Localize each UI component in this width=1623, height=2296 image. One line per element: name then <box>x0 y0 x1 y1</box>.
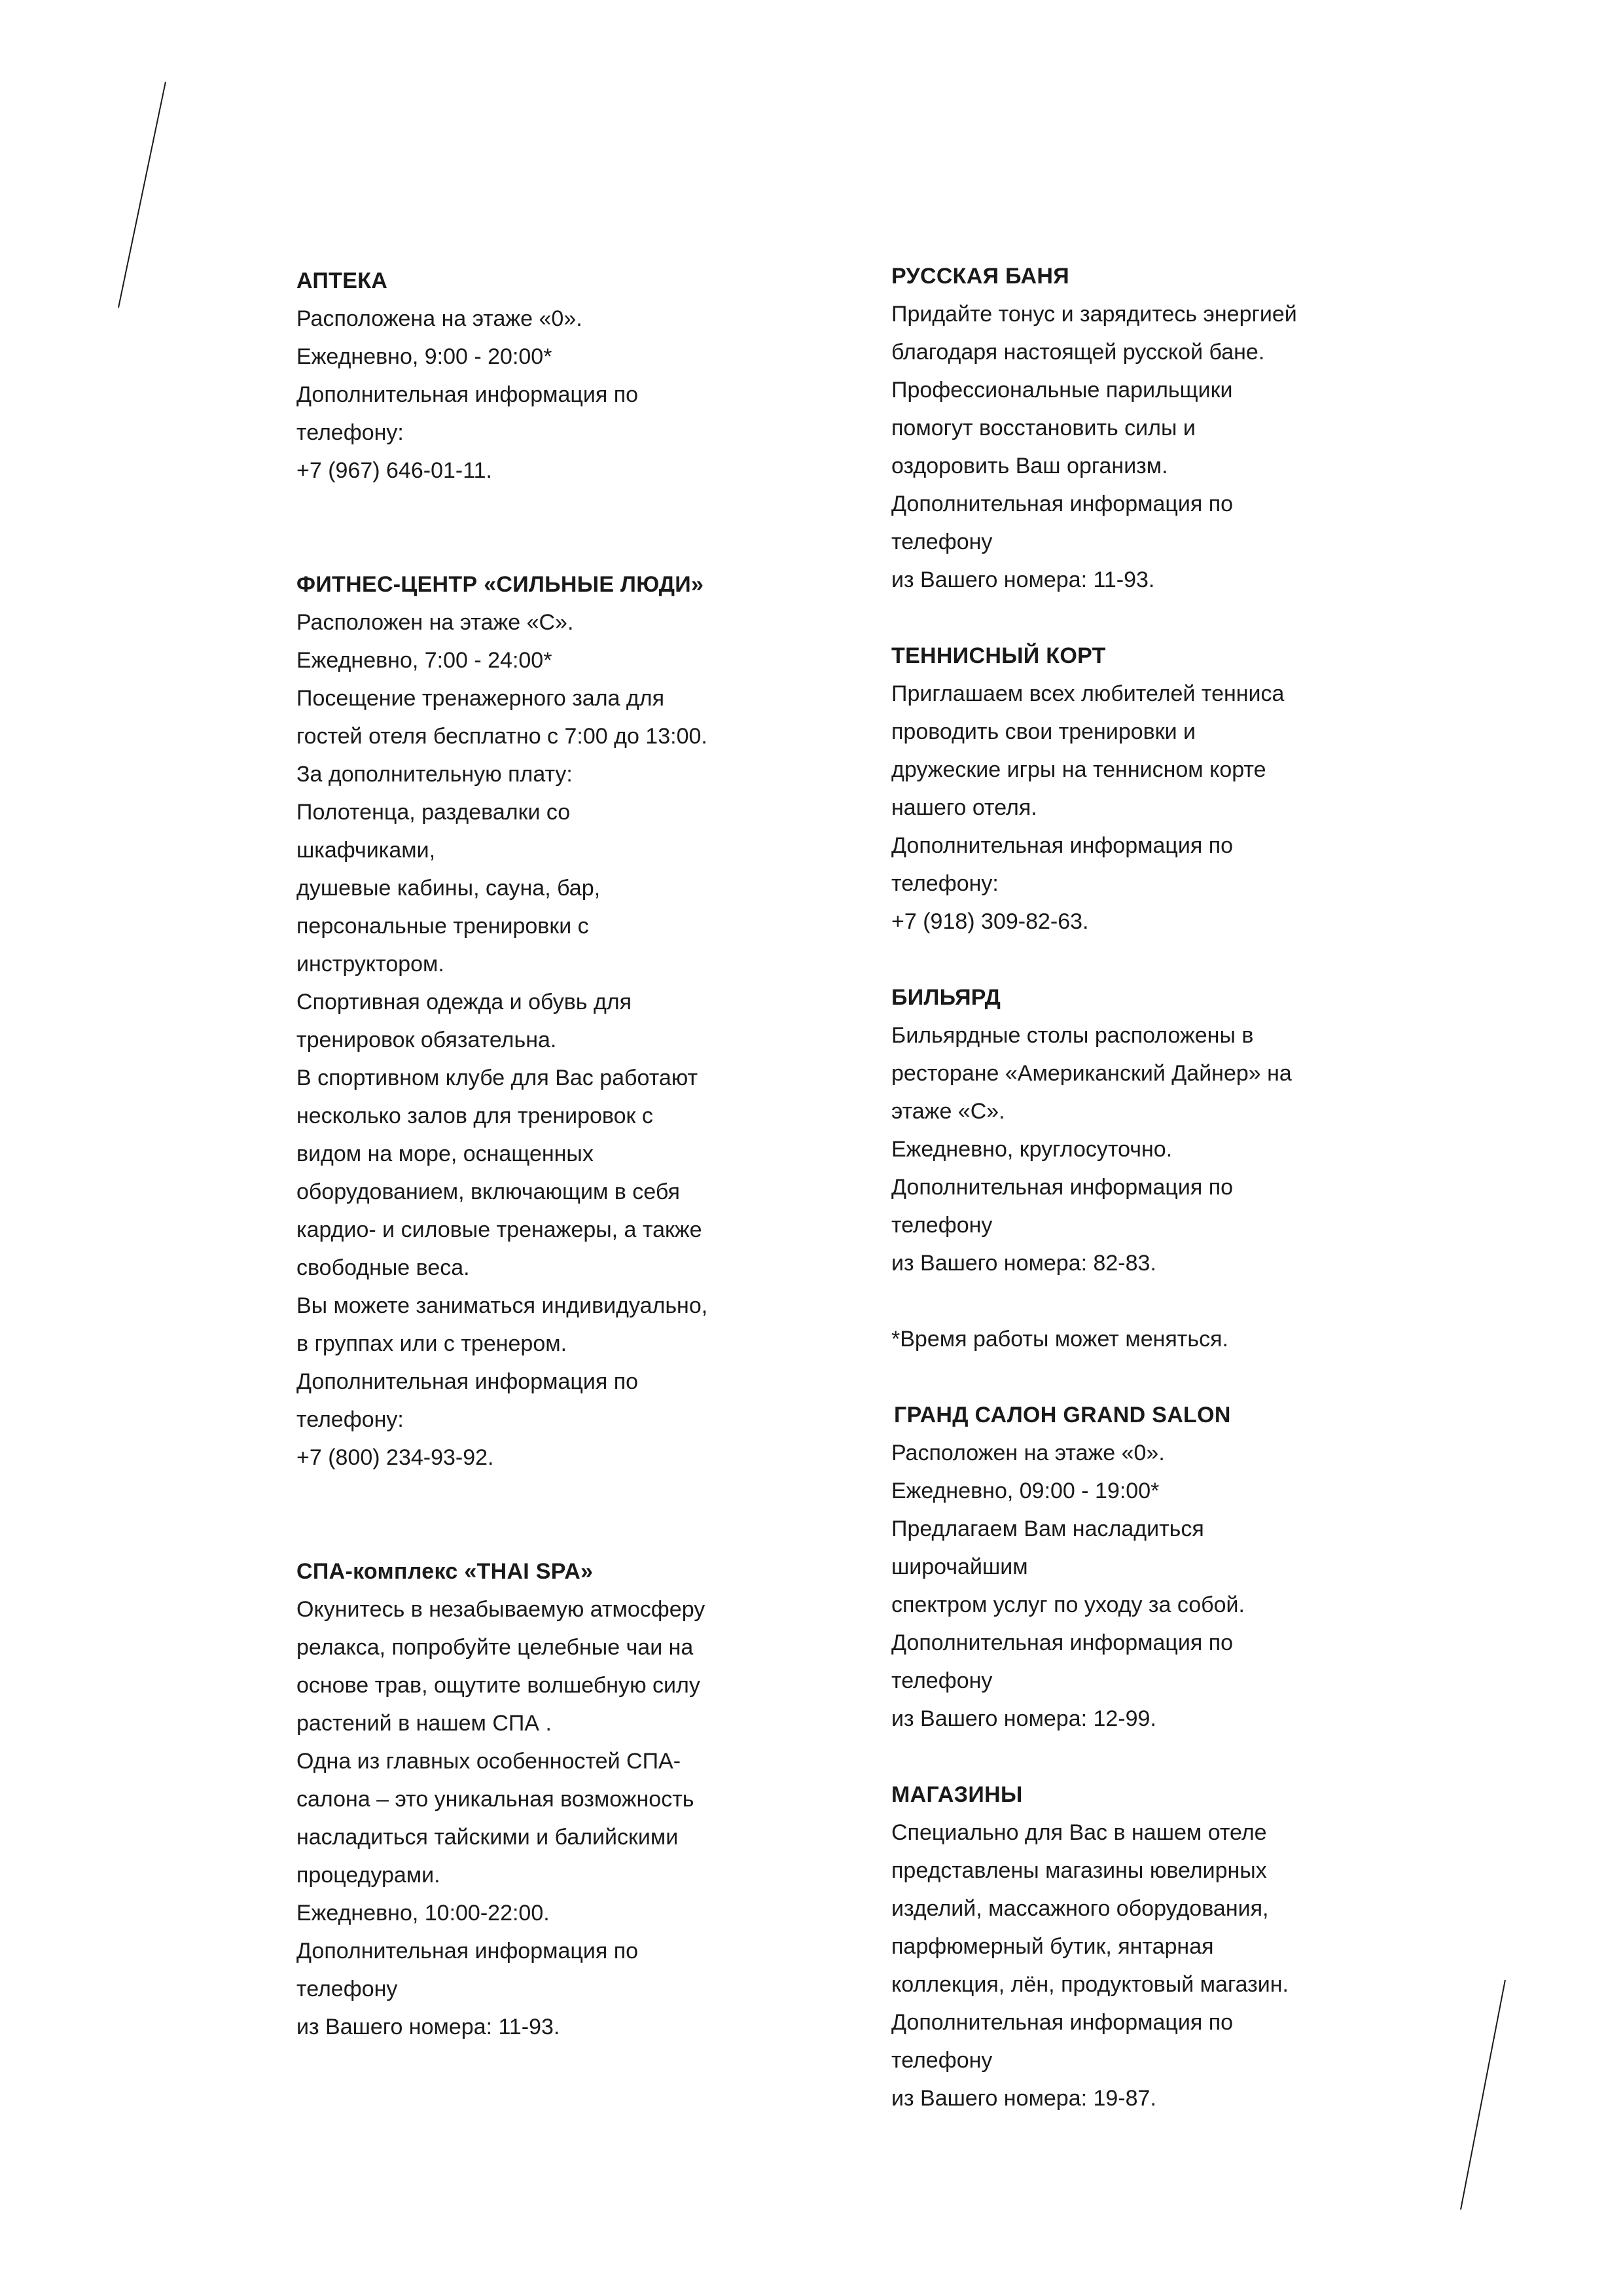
text-line: процедурами. <box>296 1863 440 1888</box>
text-line: видом на море, оснащенных <box>296 1141 594 1166</box>
text-line: Спортивная одежда и обувь для <box>296 990 632 1014</box>
text-line: Дополнительная информация по <box>891 1630 1234 1655</box>
text-line: Ежедневно, 09:00 - 19:00* <box>891 1479 1160 1503</box>
text-line: Расположен на этаже «0». <box>891 1441 1165 1465</box>
right-column-section-5 <box>891 1396 1389 1738</box>
right-column-section-2 <box>891 637 1389 941</box>
text-line: Дополнительная информация по <box>891 1175 1234 1200</box>
text-line: Придайте тонус и зарядитесь энергией <box>891 302 1297 327</box>
right-column-section-4 <box>891 1320 1389 1358</box>
section-title: РУССКАЯ БАНЯ <box>891 264 1069 289</box>
text-line: *Время работы может меняться. <box>891 1327 1228 1352</box>
section-body <box>891 1814 1389 2117</box>
decorative-line-top-left <box>118 82 166 308</box>
text-line: Дополнительная информация по <box>296 382 639 407</box>
text-line: телефону <box>296 1977 398 2001</box>
text-line: телефону <box>891 1668 993 1693</box>
text-line: из Вашего номера: 11-93. <box>891 567 1155 592</box>
text-line: Ежедневно, 10:00-22:00. <box>296 1901 550 1926</box>
left-column-section-2 <box>296 565 794 1477</box>
text-line: из Вашего номера: 11-93. <box>296 2015 560 2039</box>
section-body <box>891 1320 1389 1358</box>
section-body <box>296 603 794 1477</box>
text-line: телефону: <box>891 871 999 896</box>
text-line: салона – это уникальная возможность <box>296 1787 694 1812</box>
text-line: растений в нашем СПА . <box>296 1711 552 1736</box>
section-title: ТЕННИСНЫЙ КОРТ <box>891 643 1106 668</box>
text-line: Окунитесь в незабываемую атмосферу <box>296 1597 705 1622</box>
text-line: шкафчиками, <box>296 838 436 863</box>
section-body <box>296 300 794 490</box>
text-line: насладиться тайскими и балийскими <box>296 1825 679 1850</box>
text-line: парфюмерный бутик, янтарная <box>891 1934 1214 1959</box>
text-line: релакса, попробуйте целебные чаи на <box>296 1635 694 1660</box>
section-title: ГРАНД САЛОН GRAND SALON <box>894 1403 1231 1427</box>
decorative-line-bottom-right <box>1461 1980 1505 2210</box>
text-line: Расположена на этаже «0». <box>296 306 582 331</box>
text-line: Дополнительная информация по <box>891 492 1234 516</box>
text-line: Полотенца, раздевалки со <box>296 800 571 825</box>
text-line: благодаря настоящей русской бане. <box>891 340 1265 365</box>
text-line: изделий, массажного оборудования, <box>891 1896 1269 1921</box>
section-title: СПА-комплекс «THAI SPA» <box>296 1559 594 1584</box>
text-line: несколько залов для тренировок с <box>296 1103 653 1128</box>
text-line: Дополнительная информация по <box>891 2010 1234 2035</box>
section-body <box>296 1590 794 2046</box>
text-line: Дополнительная информация по <box>296 1369 639 1394</box>
text-line: тренировок обязательна. <box>296 1028 557 1052</box>
left-column <box>296 262 794 2046</box>
text-line: персональные тренировки с <box>296 914 589 939</box>
text-line: спектром услуг по уходу за собой. <box>891 1592 1245 1617</box>
text-line: основе трав, ощутите волшебную силу <box>296 1673 700 1698</box>
text-line: За дополнительную плату: <box>296 762 573 787</box>
text-line: оборудованием, включающим в себя <box>296 1179 680 1204</box>
text-line: телефону: <box>296 1407 404 1432</box>
text-line: Бильярдные столы расположены в <box>891 1023 1254 1048</box>
section-title: БИЛЬЯРД <box>891 985 1001 1010</box>
text-line: +7 (918) 309-82-63. <box>891 909 1089 934</box>
text-line: кардио- и силовые тренажеры, а также <box>296 1217 702 1242</box>
text-line: Одна из главных особенностей СПА- <box>296 1749 681 1774</box>
left-column-section-1 <box>296 262 794 490</box>
text-line: Вы можете заниматься индивидуально, <box>296 1293 708 1318</box>
text-line: оздоровить Ваш организм. <box>891 454 1168 478</box>
text-line: Ежедневно, 9:00 - 20:00* <box>296 344 552 369</box>
text-line: гостей отеля бесплатно с 7:00 до 13:00. <box>296 724 707 749</box>
text-line: +7 (800) 234-93-92. <box>296 1445 494 1470</box>
text-line: Специально для Вас в нашем отеле <box>891 1820 1267 1845</box>
text-line: инструктором. <box>296 952 444 977</box>
text-line: Ежедневно, круглосуточно. <box>891 1137 1173 1162</box>
text-line: Расположен на этаже «С». <box>296 610 574 635</box>
right-column-section-6 <box>891 1776 1389 2117</box>
section-title: МАГАЗИНЫ <box>891 1782 1023 1807</box>
text-line: нашего отеля. <box>891 795 1037 820</box>
text-line: душевые кабины, сауна, бар, <box>296 876 601 901</box>
text-line: проводить свои тренировки и <box>891 719 1196 744</box>
text-line: коллекция, лён, продуктовый магазин. <box>891 1972 1289 1997</box>
text-line: +7 (967) 646-01-11. <box>296 458 492 483</box>
right-column <box>891 257 1389 2117</box>
text-line: из Вашего номера: 19-87. <box>891 2086 1156 2111</box>
section-title: АПТЕКА <box>296 268 388 293</box>
text-line: из Вашего номера: 82-83. <box>891 1251 1156 1276</box>
text-line: Дополнительная информация по <box>296 1939 639 1964</box>
text-line: представлены магазины ювелирных <box>891 1858 1267 1883</box>
text-line: Ежедневно, 7:00 - 24:00* <box>296 648 552 673</box>
text-line: телефону <box>891 1213 993 1238</box>
text-line: помогут восстановить силы и <box>891 416 1196 440</box>
text-line: телефону <box>891 529 993 554</box>
text-line: Профессиональные парильщики <box>891 378 1233 403</box>
text-line: телефону: <box>296 420 404 445</box>
section-body <box>891 1016 1389 1282</box>
section-body <box>891 295 1389 599</box>
section-body <box>891 675 1389 941</box>
text-line: телефону <box>891 2048 993 2073</box>
right-column-section-3 <box>891 978 1389 1282</box>
text-line: Предлагаем Вам насладиться <box>891 1516 1204 1541</box>
text-line: ресторане «Американский Дайнер» на <box>891 1061 1292 1086</box>
text-line: из Вашего номера: 12-99. <box>891 1706 1156 1731</box>
text-line: в группах или с тренером. <box>296 1331 567 1356</box>
text-line: свободные веса. <box>296 1255 470 1280</box>
section-title: ФИТНЕС-ЦЕНТР «СИЛЬНЫЕ ЛЮДИ» <box>296 572 704 597</box>
text-line: этаже «С». <box>891 1099 1005 1124</box>
text-line: Дополнительная информация по <box>891 833 1234 858</box>
text-line: Посещение тренажерного зала для <box>296 686 664 711</box>
text-line: широчайшим <box>891 1554 1028 1579</box>
left-column-section-3 <box>296 1552 794 2046</box>
text-line: Приглашаем всех любителей тенниса <box>891 681 1285 706</box>
right-column-section-1 <box>891 257 1389 599</box>
text-line: В спортивном клубе для Вас работают <box>296 1066 698 1090</box>
text-line: дружеские игры на теннисном корте <box>891 757 1266 782</box>
section-body <box>891 1434 1389 1738</box>
